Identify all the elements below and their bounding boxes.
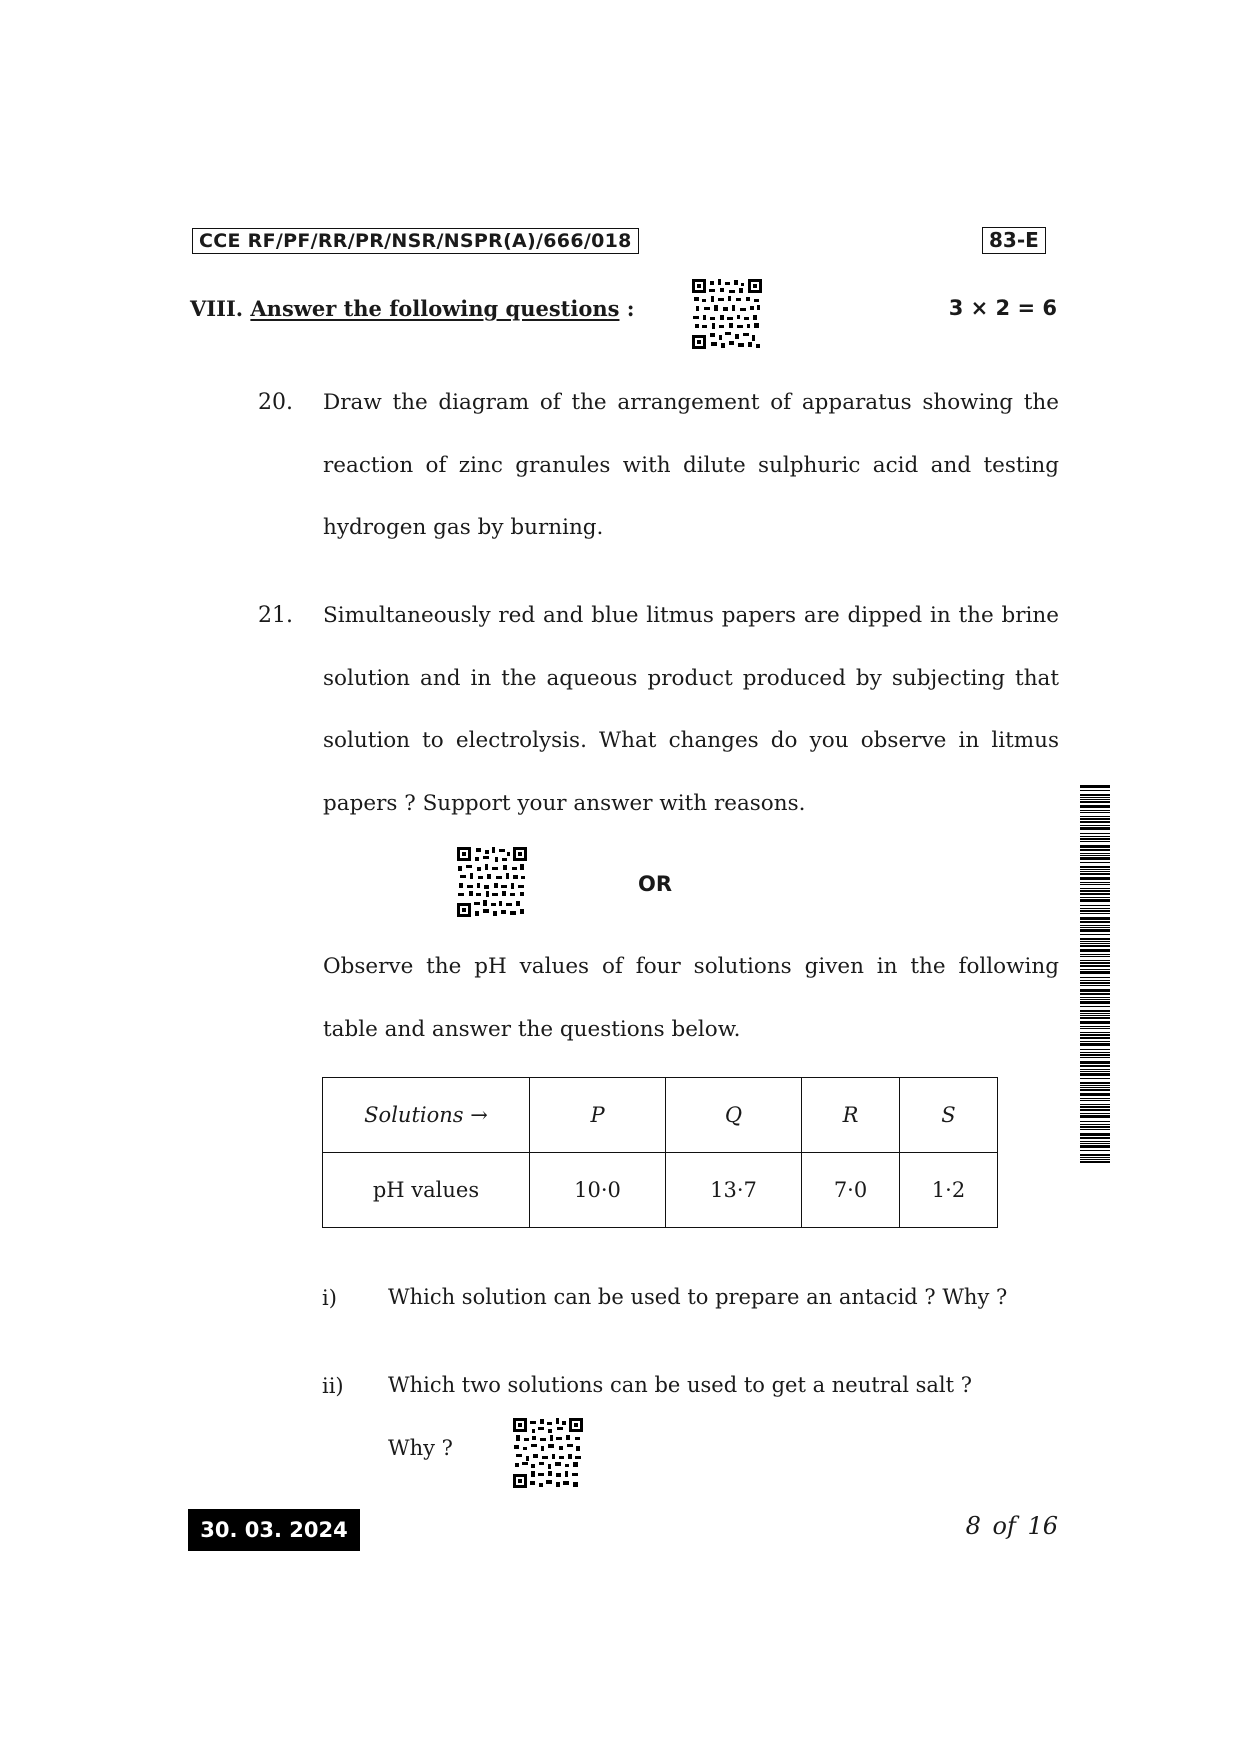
- section-colon: :: [626, 296, 635, 321]
- table-cell-p: 10·0: [530, 1153, 666, 1228]
- table-col-s: S: [900, 1078, 998, 1153]
- or-label: OR: [638, 872, 673, 896]
- question-20-text: Draw the diagram of the arrangement of apparatus showing the reaction of zinc granules with dilute sulphuric acid and testing hydrogen gas by burning.: [323, 390, 1059, 540]
- sub-question-1-text: Which solution can be used to prepare an antacid ? Why ?: [388, 1285, 1008, 1309]
- section-number: VIII.: [190, 296, 244, 321]
- sub-question-1-number: i): [322, 1286, 337, 1310]
- section-heading: [190, 296, 635, 321]
- exam-code: CCE RF/PF/RR/PR/NSR/NSPR(A)/666/018: [192, 228, 639, 254]
- table-cell-q: 13·7: [666, 1153, 802, 1228]
- ph-table: [322, 1077, 998, 1228]
- sub-question-2-tail: Why ?: [388, 1436, 453, 1460]
- alternative-intro: Observe the pH values of four solutions given in the following table and answer the questions below.: [323, 954, 1059, 1042]
- table-col-q: Q: [666, 1078, 802, 1153]
- question-21-text: Simultaneously red and blue litmus papers are dipped in the brine solution and in the aqueous product produced by subjecting that solution to electrolysis. What changes do you observe in litmus papers ? Support your answer with reasons.: [323, 603, 1059, 816]
- question-20-number: 20.: [258, 390, 293, 415]
- page-number: 8 of 16: [965, 1512, 1058, 1540]
- section-title: Answer the following questions: [250, 296, 620, 321]
- table-cell-r: 7·0: [802, 1153, 900, 1228]
- sub-question-2-number: ii): [322, 1374, 344, 1398]
- qr-code-icon: [457, 847, 527, 917]
- barcode-icon: [1080, 785, 1110, 1163]
- exam-date: 30. 03. 2024: [188, 1509, 360, 1551]
- table-col-p: P: [530, 1078, 666, 1153]
- qr-code-icon: [513, 1418, 583, 1488]
- table-header-row: [323, 1078, 998, 1153]
- qr-code-icon: [692, 279, 762, 349]
- question-21-number: 21.: [258, 603, 293, 628]
- paper-code: 83-E: [982, 227, 1046, 254]
- table-row-label: pH values: [323, 1153, 530, 1228]
- section-marks: 3 × 2 = 6: [948, 296, 1057, 320]
- table-row: [323, 1153, 998, 1228]
- table-cell-s: 1·2: [900, 1153, 998, 1228]
- table-col-r: R: [802, 1078, 900, 1153]
- table-header-label: Solutions →: [323, 1078, 530, 1153]
- sub-question-2-text: Which two solutions can be used to get a neutral salt ?: [388, 1373, 973, 1397]
